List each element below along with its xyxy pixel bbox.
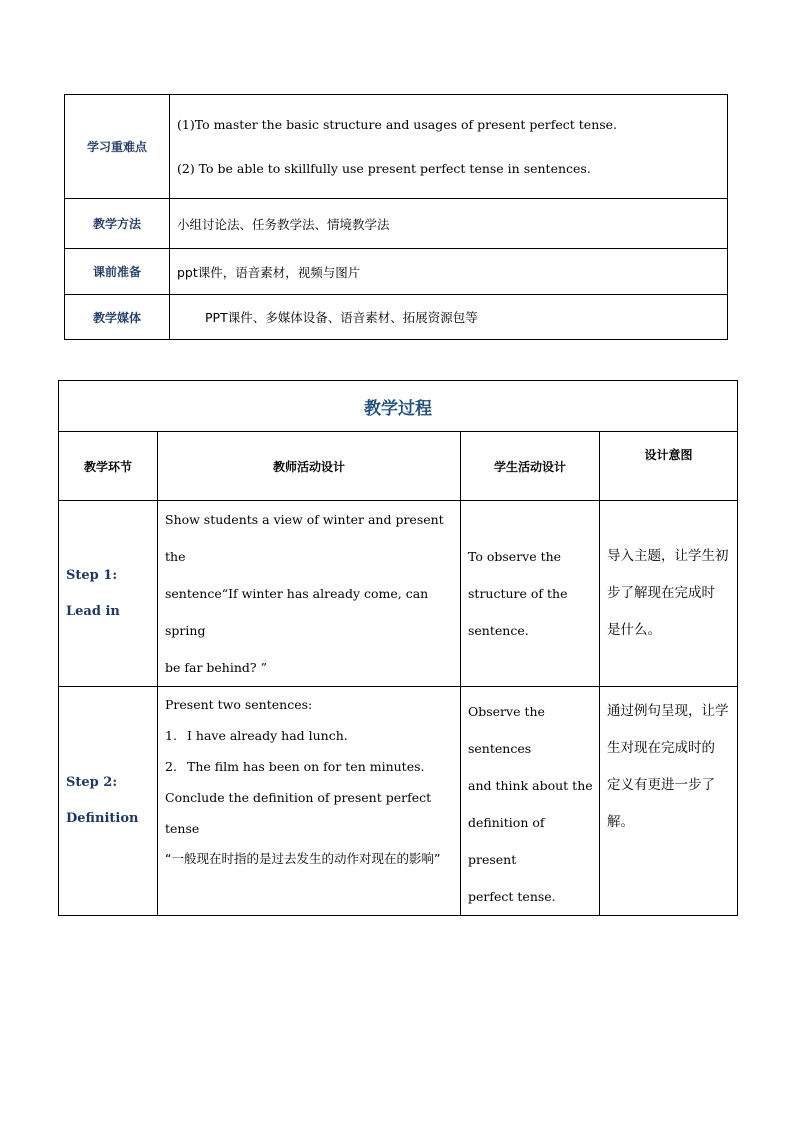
info-row-media [65,295,728,340]
info-label: 课前准备 [65,249,170,295]
list-item: 1. I have already had lunch. [165,728,348,743]
step-row [59,687,738,916]
info-content-line: (2) To be able to skillfully use present perfect tense in sentences. [177,160,591,176]
info-content-line: (1)To master the basic structure and usages of present perfect tense. [177,116,618,132]
header-cell: 设计意图 [600,432,738,501]
list-item: 2. The film has been on for ten minutes. [165,759,425,774]
info-content-line: 小组讨论法、任务教学法、情境教学法 [170,199,728,249]
process-header-row [59,432,738,501]
info-content-line: ppt课件，语音素材，视频与图片 [170,249,728,295]
header-cell: 学生活动设计 [461,432,600,501]
info-label: 教学方法 [65,199,170,249]
step-row [59,501,738,687]
info-table [64,94,728,340]
info-content-line: PPT课件、多媒体设备、语音素材、拓展资源包等 [170,295,728,340]
header-cell: 教学环节 [59,432,158,501]
info-row-methods [65,199,728,249]
step-label: Step 1: Lead in [59,501,158,687]
student-activity: To observe the structure of the sentence. [461,501,600,687]
design-intent: 导入主题，让学生初 步了解现在完成时 是什么。 [600,501,738,687]
process-table [58,380,738,916]
info-label: 教学媒体 [65,295,170,340]
process-title: 教学过程 [59,381,738,432]
info-row-preparation [65,249,728,295]
step-label: Step 2: Definition [59,687,158,916]
teacher-activity: Show students a view of winter and present the sentence“If winter has already come, can spring be far behind? ” [158,501,461,687]
student-activity: Observe the sentences and think about the definition of present perfect tense. [461,687,600,916]
process-title-row [59,381,738,432]
design-intent: 通过例句呈现，让学 生对现在完成时的 定义有更进一步了 解。 [600,687,738,916]
header-cell: 教师活动设计 [158,432,461,501]
info-row-key-points [65,95,728,199]
teacher-activity: Present two sentences: 1. I have already had lunch. 2. The film has been on for ten minutes. Conclude the definition of present perfect tense “一般现在时指的是过去发生的动作对现在的影响” [158,687,461,916]
info-label: 学习重难点 [65,95,170,199]
